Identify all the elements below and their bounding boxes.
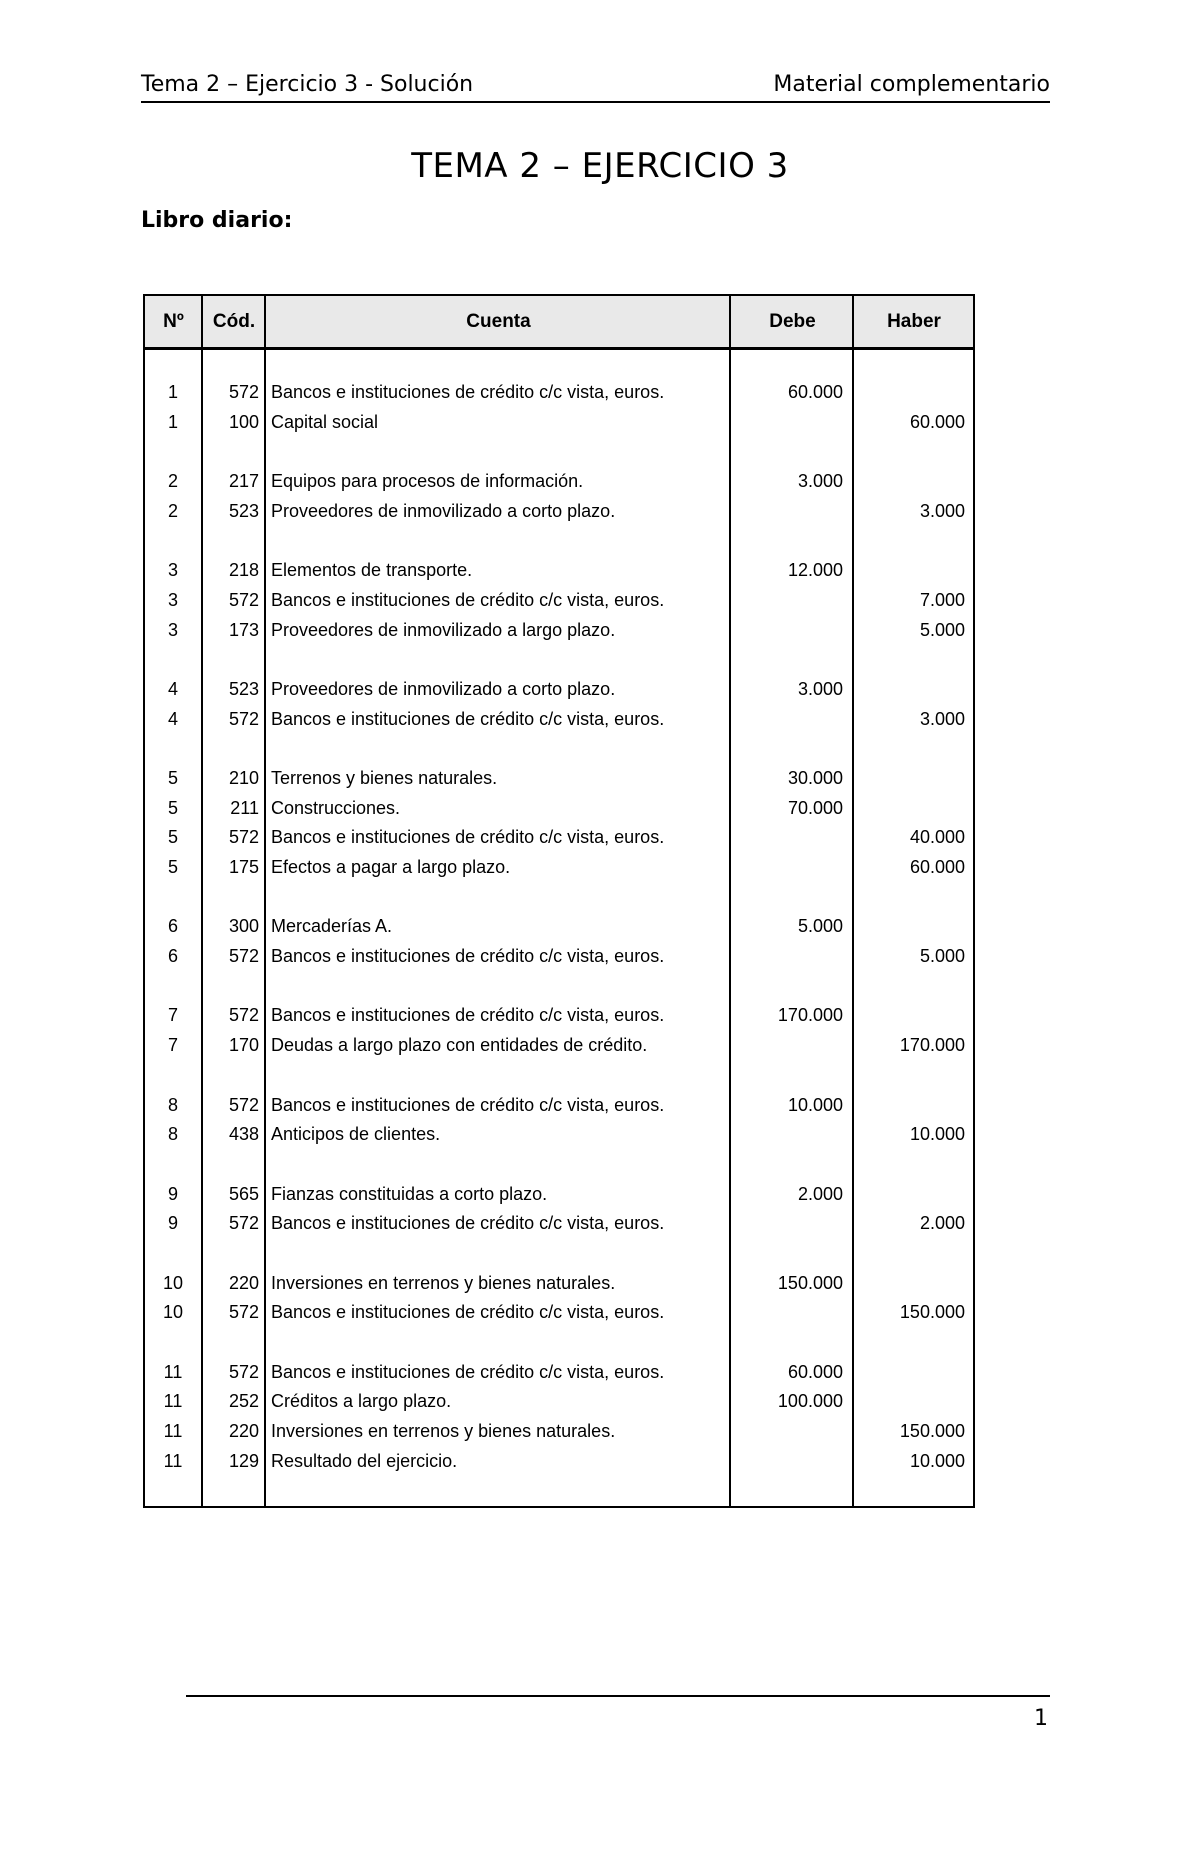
entry-number: 8 (167, 1094, 178, 1115)
table-row (145, 912, 973, 942)
credit-amount: 10.000 (909, 1450, 965, 1471)
entry-number: 5 (167, 797, 178, 818)
page-number: 1 (1034, 1706, 1048, 1731)
table-row (145, 1091, 973, 1121)
table-row (145, 408, 973, 438)
account-name: Proveedores de inmovilizado a corto plazo. (271, 500, 616, 521)
document-title (0, 146, 1200, 186)
entry-number: 2 (167, 500, 178, 521)
account-name: Terrenos y bienes naturales. (271, 767, 498, 788)
debit-amount: 3.000 (797, 471, 843, 492)
table-row (145, 497, 973, 527)
table-row (145, 616, 973, 646)
account-name: Elementos de transporte. (271, 560, 473, 581)
account-code: 523 (228, 500, 259, 521)
credit-amount: 60.000 (909, 857, 965, 877)
account-code: 438 (228, 1124, 259, 1145)
credit-amount: 40.000 (909, 827, 965, 848)
account-name: Bancos e instituciones de crédito c/c vista, euros. (271, 946, 665, 967)
table-row (145, 942, 973, 972)
account-code: 300 (228, 916, 259, 937)
table-row (145, 1387, 973, 1417)
table-row (145, 1209, 973, 1239)
table-row (145, 1180, 973, 1210)
entry-number: 11 (163, 1421, 183, 1442)
credit-amount: 3.000 (919, 708, 965, 729)
document-title-text: TEMA 2 – EJERCICIO 3 (411, 146, 789, 186)
credit-amount: 150.000 (899, 1302, 965, 1323)
account-name: Resultado del ejercicio. (271, 1450, 458, 1471)
spacer-row (145, 1328, 973, 1358)
account-name: Inversiones en terrenos y bienes naturales. (271, 1421, 616, 1442)
account-code: 572 (228, 946, 259, 967)
spacer-row (145, 972, 973, 1002)
entry-number: 8 (167, 1124, 178, 1145)
spacer-row (145, 437, 973, 467)
section-subtitle: Libro diario: (141, 208, 293, 233)
debit-amount: 60.000 (787, 1361, 843, 1382)
entry-number: 3 (167, 589, 178, 610)
account-code: 572 (228, 589, 259, 610)
column-header-cod: Cód. (212, 311, 256, 332)
debit-amount: 170.000 (777, 1005, 843, 1026)
credit-amount: 60.000 (909, 411, 965, 432)
debit-amount: 70.000 (787, 797, 843, 818)
account-name: Mercaderías A. (271, 916, 393, 937)
spacer-row (145, 1239, 973, 1269)
account-name: Créditos a largo plazo. (271, 1391, 452, 1412)
entry-number: 7 (167, 1035, 178, 1056)
spacer-row (145, 526, 973, 556)
account-code: 572 (228, 1005, 259, 1026)
debit-amount: 60.000 (787, 382, 843, 402)
account-code: 523 (228, 678, 259, 699)
account-code: 572 (228, 1361, 259, 1382)
entry-number: 6 (167, 916, 178, 937)
spacer-row (145, 645, 973, 675)
account-name: Inversiones en terrenos y bienes naturales. (271, 1272, 616, 1293)
account-code: 210 (228, 767, 259, 788)
table-row (145, 1269, 973, 1299)
entry-number: 10 (162, 1302, 184, 1323)
credit-amount: 5.000 (919, 946, 965, 967)
account-name: Capital social (271, 411, 379, 432)
account-code: 173 (228, 619, 259, 640)
table-row (145, 1120, 973, 1150)
entry-number: 11 (163, 1450, 183, 1471)
credit-amount: 150.000 (899, 1421, 965, 1442)
spacer-row (145, 734, 973, 764)
table-row (145, 823, 973, 853)
credit-amount: 10.000 (909, 1124, 965, 1145)
table-row (145, 705, 973, 735)
entry-number: 1 (167, 382, 178, 402)
spacer-row (145, 883, 973, 913)
entry-number: 9 (167, 1183, 178, 1204)
credit-amount: 7.000 (919, 589, 965, 610)
column-header-no: Nº (163, 311, 184, 332)
debit-amount: 150.000 (777, 1272, 843, 1293)
account-code: 218 (228, 560, 259, 581)
debit-amount: 12.000 (787, 560, 843, 581)
debit-amount: 100.000 (777, 1391, 843, 1412)
account-name: Proveedores de inmovilizado a largo plazo. (271, 619, 616, 640)
entry-number: 6 (167, 946, 178, 967)
credit-amount: 2.000 (919, 1213, 965, 1234)
journal-table (143, 294, 975, 1508)
header-rule (141, 101, 1050, 103)
table-row (145, 1358, 973, 1388)
account-code: 565 (228, 1183, 259, 1204)
account-code: 572 (228, 1302, 259, 1323)
table-row (145, 1417, 973, 1447)
entry-number: 11 (163, 1361, 183, 1382)
account-name: Bancos e instituciones de crédito c/c vista, euros. (271, 589, 665, 610)
account-code: 572 (228, 1213, 259, 1234)
account-code: 129 (228, 1450, 259, 1471)
credit-amount: 170.000 (899, 1035, 965, 1056)
footer-rule (186, 1695, 1050, 1697)
account-name: Equipos para procesos de información. (271, 471, 584, 492)
debit-amount: 5.000 (797, 916, 843, 937)
running-header-left: Tema 2 – Ejercicio 3 - Solución (141, 72, 474, 97)
entry-number: 2 (167, 471, 178, 492)
table-row (145, 853, 973, 883)
account-code: 100 (228, 411, 259, 432)
entry-number: 3 (167, 619, 178, 640)
account-code: 217 (228, 471, 259, 492)
debit-amount: 30.000 (787, 767, 843, 788)
table-row (145, 378, 973, 408)
entry-number: 5 (167, 857, 178, 877)
table-row (145, 556, 973, 586)
account-name: Bancos e instituciones de crédito c/c vista, euros. (271, 1213, 665, 1234)
column-header-cuenta: Cuenta (466, 311, 531, 332)
account-code: 175 (228, 857, 259, 877)
debit-amount: 10.000 (787, 1094, 843, 1115)
table-row (145, 1001, 973, 1031)
account-name: Construcciones. (271, 797, 401, 818)
account-code: 572 (228, 382, 259, 402)
account-code: 220 (228, 1272, 259, 1293)
spacer-row (145, 1061, 973, 1091)
debit-amount: 2.000 (797, 1183, 843, 1204)
entry-number: 4 (167, 678, 178, 699)
account-code: 572 (228, 708, 259, 729)
account-name: Deudas a largo plazo con entidades de crédito. (271, 1035, 648, 1056)
table-row (145, 675, 973, 705)
table-row (145, 467, 973, 497)
table-row (145, 1298, 973, 1328)
credit-amount: 5.000 (919, 619, 965, 640)
account-name: Bancos e instituciones de crédito c/c vista, euros. (271, 382, 665, 402)
debit-amount: 3.000 (797, 678, 843, 699)
entry-number: 7 (167, 1005, 178, 1026)
account-name: Bancos e instituciones de crédito c/c vista, euros. (271, 1094, 665, 1115)
column-header-haber: Haber (887, 311, 941, 332)
account-name: Efectos a pagar a largo plazo. (271, 857, 511, 877)
account-name: Bancos e instituciones de crédito c/c vista, euros. (271, 827, 665, 848)
table-body (145, 378, 973, 1476)
table-row (145, 586, 973, 616)
account-code: 572 (228, 827, 259, 848)
account-code: 252 (228, 1391, 259, 1412)
entry-number: 1 (167, 411, 178, 432)
entry-number: 4 (167, 708, 178, 729)
entry-number: 9 (167, 1213, 178, 1234)
table-row (145, 1031, 973, 1061)
entry-number: 10 (162, 1272, 184, 1293)
credit-amount: 3.000 (919, 500, 965, 521)
table-row (145, 1447, 973, 1477)
entry-number: 5 (167, 767, 178, 788)
spacer-row (145, 1150, 973, 1180)
account-code: 211 (230, 797, 259, 818)
entry-number: 11 (163, 1391, 183, 1412)
entry-number: 5 (167, 827, 178, 848)
account-name: Bancos e instituciones de crédito c/c vista, euros. (271, 1361, 665, 1382)
account-code: 572 (228, 1094, 259, 1115)
account-name: Bancos e instituciones de crédito c/c vista, euros. (271, 708, 665, 729)
account-name: Anticipos de clientes. (271, 1124, 441, 1145)
account-name: Bancos e instituciones de crédito c/c vista, euros. (271, 1005, 665, 1026)
running-header-right: Material complementario (773, 72, 1050, 97)
entry-number: 3 (167, 560, 178, 581)
column-header-debe: Debe (769, 311, 816, 332)
account-name: Bancos e instituciones de crédito c/c vista, euros. (271, 1302, 665, 1323)
account-code: 220 (228, 1421, 259, 1442)
table-header-row (145, 296, 973, 350)
table-row (145, 794, 973, 824)
account-name: Fianzas constituidas a corto plazo. (271, 1183, 548, 1204)
account-name: Proveedores de inmovilizado a corto plazo. (271, 678, 616, 699)
table-row (145, 764, 973, 794)
account-code: 170 (228, 1035, 259, 1056)
